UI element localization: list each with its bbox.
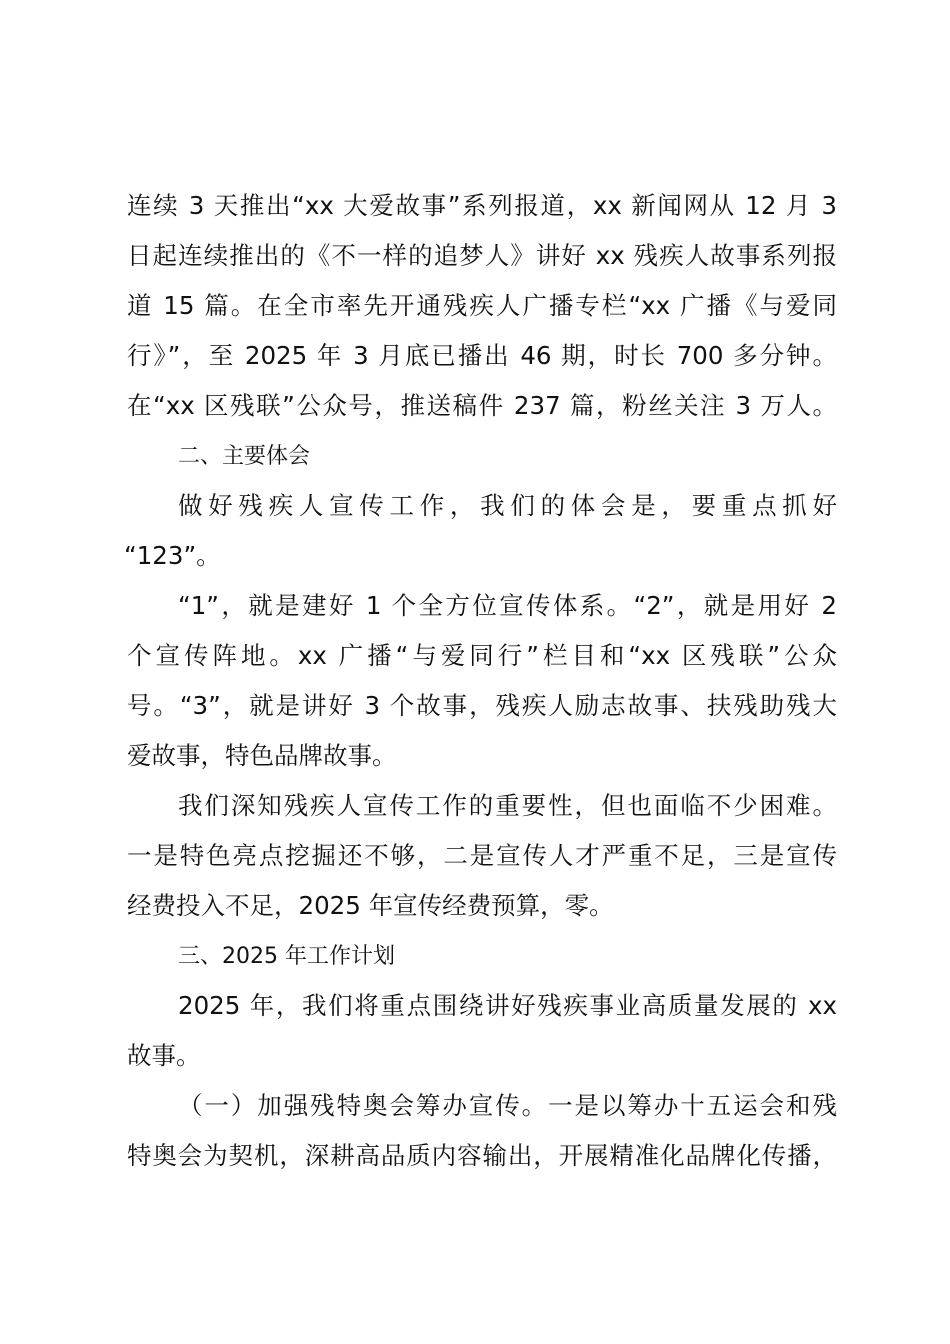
paragraph-line: 个宣传阵地。xx 广播“与爱同行”栏目和“xx 区残联”公众 (127, 641, 837, 670)
paragraph-line: 号。“3”，就是讲好 3 个故事，残疾人励志故事、扶残助残大 (127, 691, 837, 720)
paragraph-line: “123”。 (124, 541, 221, 570)
paragraph-line: 日起连续推出的《不一样的追梦人》讲好 xx 残疾人故事系列报 (127, 241, 837, 270)
paragraph-line: 一是特色亮点挖掘还不够，二是宣传人才严重不足，三是宣传 (127, 841, 837, 870)
paragraph-line: 特奥会为契机，深耕高品质内容输出，开展精准化品牌化传播， (127, 1141, 837, 1170)
paragraph-line: 2025 年，我们将重点围绕讲好残疾事业高质量发展的 xx (178, 991, 837, 1020)
section-heading: 三、2025 年工作计划 (178, 944, 395, 969)
paragraph-line: “1”，就是建好 1 个全方位宣传体系。“2”，就是用好 2 (178, 591, 837, 620)
paragraph-line: 我们深知残疾人宣传工作的重要性，但也面临不少困难。 (178, 791, 837, 820)
paragraph-line: 经费投入不足，2025 年宣传经费预算，零。 (127, 891, 614, 920)
paragraph-line: 连续 3 天推出“xx 大爱故事”系列报道，xx 新闻网从 12 月 3 (127, 191, 837, 220)
paragraph-line: 道 15 篇。在全市率先开通残疾人广播专栏“xx 广播《与爱同 (127, 291, 837, 320)
section-heading: 二、主要体会 (178, 444, 311, 469)
paragraph-line: （一）加强残特奥会筹办宣传。一是以筹办十五运会和残 (178, 1091, 837, 1120)
paragraph-line: 在“xx 区残联”公众号，推送稿件 237 篇，粉丝关注 3 万人。 (127, 391, 837, 420)
paragraph-line: 故事。 (127, 1041, 201, 1070)
paragraph-line: 行》”，至 2025 年 3 月底已播出 46 期，时长 700 多分钟。 (127, 341, 837, 370)
paragraph-line: 做好残疾人宣传工作，我们的体会是，要重点抓好 (178, 491, 837, 520)
paragraph-line: 爱故事，特色品牌故事。 (127, 741, 397, 770)
